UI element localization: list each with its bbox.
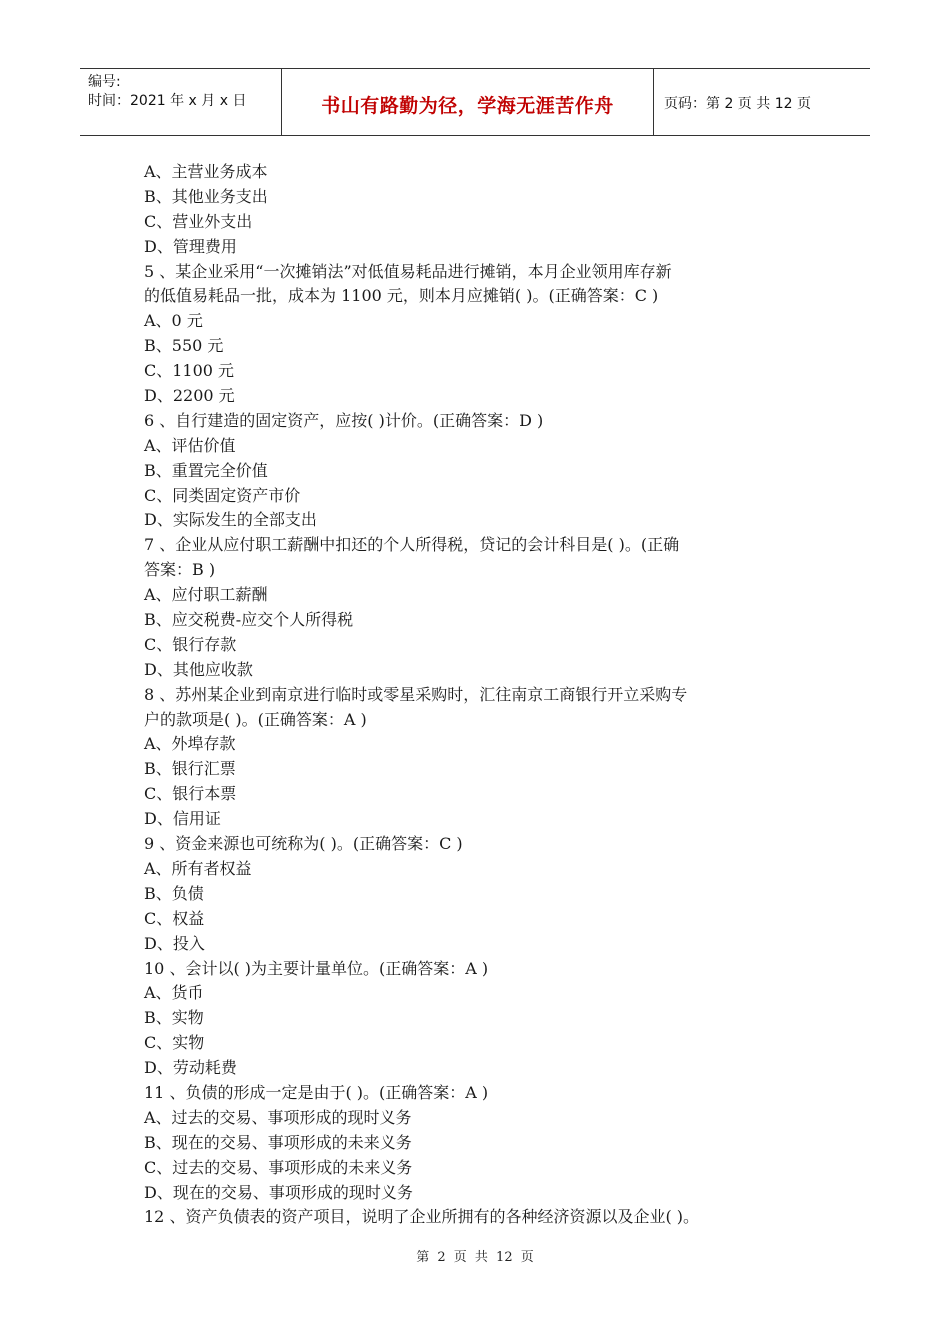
text-line: C、同类固定资产市价 xyxy=(144,485,301,505)
text-line: C、银行存款 xyxy=(144,634,237,654)
text-line: C、1100 元 xyxy=(144,361,235,381)
text-line: A、外埠存款 xyxy=(144,734,236,754)
text-line: A、货币 xyxy=(144,983,204,1003)
code-label: 编号: xyxy=(88,74,121,90)
text-line: 的低值易耗品一批，成本为 1100 元，则本月应摊销( )。(正确答案：C ) xyxy=(144,286,659,306)
text-line: D、实际发生的全部支出 xyxy=(144,510,317,530)
page-header xyxy=(80,68,870,136)
text-line: B、重置完全价值 xyxy=(144,460,268,480)
text-line: 户的款项是( )。(正确答案：A ) xyxy=(144,709,367,729)
text-line: A、所有者权益 xyxy=(144,858,252,878)
text-line: B、实物 xyxy=(144,1008,204,1028)
text-line: C、权益 xyxy=(144,908,205,928)
text-line: D、劳动耗费 xyxy=(144,1058,237,1078)
text-line: B、现在的交易、事项形成的未来义务 xyxy=(144,1132,412,1152)
header-page-info xyxy=(654,69,870,135)
text-line: D、管理费用 xyxy=(144,236,237,256)
text-line: B、银行汇票 xyxy=(144,759,236,779)
text-line: A、过去的交易、事项形成的现时义务 xyxy=(144,1107,412,1127)
text-line: A、评估价值 xyxy=(144,435,236,455)
text-line: 9 、资金来源也可统称为( )。(正确答案：C ) xyxy=(144,834,463,854)
header-motto-cell xyxy=(282,69,654,135)
text-line: D、2200 元 xyxy=(144,386,235,406)
text-line: D、其他应收款 xyxy=(144,659,253,679)
document-body xyxy=(144,160,804,1230)
text-line: B、其他业务支出 xyxy=(144,186,268,206)
text-line: A、应付职工薪酬 xyxy=(144,585,268,605)
text-line: A、0 元 xyxy=(144,311,203,331)
text-line: D、投入 xyxy=(144,933,205,953)
header-meta xyxy=(80,69,282,135)
date-label: 时间：2021 年 x 月 x 日 xyxy=(88,93,247,109)
text-line: C、营业外支出 xyxy=(144,211,253,231)
motto-text: 书山有路勤为径，学海无涯苦作舟 xyxy=(321,94,614,117)
text-line: D、现在的交易、事项形成的现时义务 xyxy=(144,1182,413,1202)
text-line: C、过去的交易、事项形成的未来义务 xyxy=(144,1157,413,1177)
text-line: D、信用证 xyxy=(144,809,221,829)
page-footer: 第 2 页 共 12 页 xyxy=(416,1250,534,1265)
text-line: C、实物 xyxy=(144,1033,205,1053)
text-line: 10 、会计以( )为主要计量单位。(正确答案：A ) xyxy=(144,958,489,978)
text-line: 答案：B ) xyxy=(144,560,216,580)
text-line: 5 、某企业采用“一次摊销法”对低值易耗品进行摊销，本月企业领用库存新 xyxy=(144,261,672,281)
page-info-text: 页码：第 2 页 共 12 页 xyxy=(664,96,811,112)
text-line: B、550 元 xyxy=(144,336,224,356)
text-line: B、负债 xyxy=(144,883,204,903)
text-line: 7 、企业从应付职工薪酬中扣还的个人所得税，贷记的会计科目是( )。(正确 xyxy=(144,535,680,555)
text-line: B、应交税费-应交个人所得税 xyxy=(144,610,354,630)
text-line: 11 、负债的形成一定是由于( )。(正确答案：A ) xyxy=(144,1082,489,1102)
text-line: A、主营业务成本 xyxy=(144,162,268,181)
text-line: 12 、资产负债表的资产项目，说明了企业所拥有的各种经济资源以及企业( )。 xyxy=(144,1207,700,1227)
text-line: 6 、自行建造的固定资产，应按( )计价。(正确答案：D ) xyxy=(144,410,544,430)
text-line: 8 、苏州某企业到南京进行临时或零星采购时，汇往南京工商银行开立采购专 xyxy=(144,684,688,704)
text-line: C、银行本票 xyxy=(144,784,237,804)
